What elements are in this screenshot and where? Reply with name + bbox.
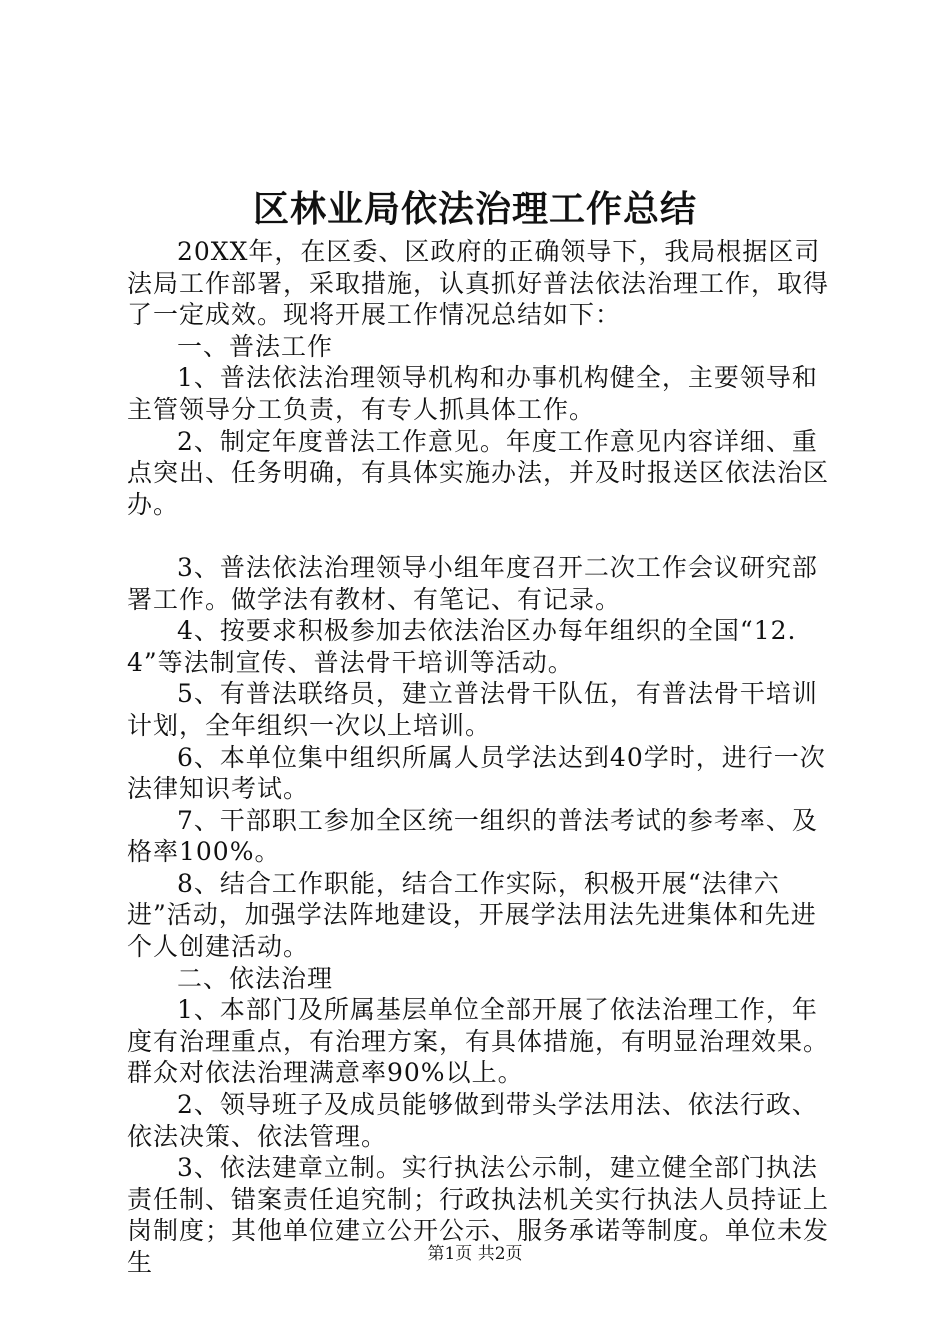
paragraph-2-1: 1、本部门及所属基层单位全部开展了依法治理工作，年度有治理重点，有治理方案，有具体措施，有明显治理效果。群众对依法治理满意率90%以上。 [127,995,830,1088]
paragraph-1-6: 6、本单位集中组织所属人员学法达到40学时，进行一次法律知识考试。 [127,742,826,804]
paragraph-1-8: 8、结合工作职能，结合工作实际，积极开展“法律六进”活动，加强学法阵地建设，开展学法用法先进集体和先进个人创建活动。 [127,868,817,962]
page-footer: 第1页 共2页 [427,1244,523,1264]
paragraph-1-4: 4、按要求积极参加去依法治区办每年组织的全国“12.4”等法制宣传、普法骨干培训等活动。 [127,616,797,677]
paragraph-1-2: 2、制定年度普法工作意见。年度工作意见内容详细、重点突出、任务明确，有具体实施办法，并及时报送区依法治区办。 [127,426,830,519]
section-heading-1: 一、普法工作 [177,331,334,361]
paragraph-1-5: 5、有普法联络员，建立普法骨干队伍，有普法骨干培训计划，全年组织一次以上培训。 [127,679,818,740]
paragraph-2-3: 3、依法建章立制。实行执法公示制，建立健全部门执法责任制、错案责任追究制；行政执法机关实行执法人员持证上岗制度；其他单位建立公开公示、服务承诺等制度。单位未发生 [127,1153,830,1277]
paragraph-1-1: 1、普法依法治理领导机构和办事机构健全，主要领导和主管领导分工负责，有专人抓具体工作。 [127,363,818,424]
paragraph-intro: 20XX年，在区委、区政府的正确领导下，我局根据区司法局工作部署，采取措施，认真抓好普法依法治理工作，取得了一定成效。现将开展工作情况总结如下： [127,237,830,330]
document-body [127,236,837,1279]
section-heading-2: 二、依法治理 [177,963,334,993]
paragraph-2-2: 2、领导班子及成员能够做到带头学法用法、依法行政、依法决策、依法管理。 [127,1090,818,1151]
paragraph-1-7: 7、干部职工参加全区统一组织的普法考试的参考率、及格率100%。 [127,805,818,867]
document-title: 区林业局依法治理工作总结 [252,188,697,230]
paragraph-1-3: 3、普法依法治理领导小组年度召开二次工作会议研究部署工作。做学法有教材、有笔记、有记录。 [127,552,818,614]
